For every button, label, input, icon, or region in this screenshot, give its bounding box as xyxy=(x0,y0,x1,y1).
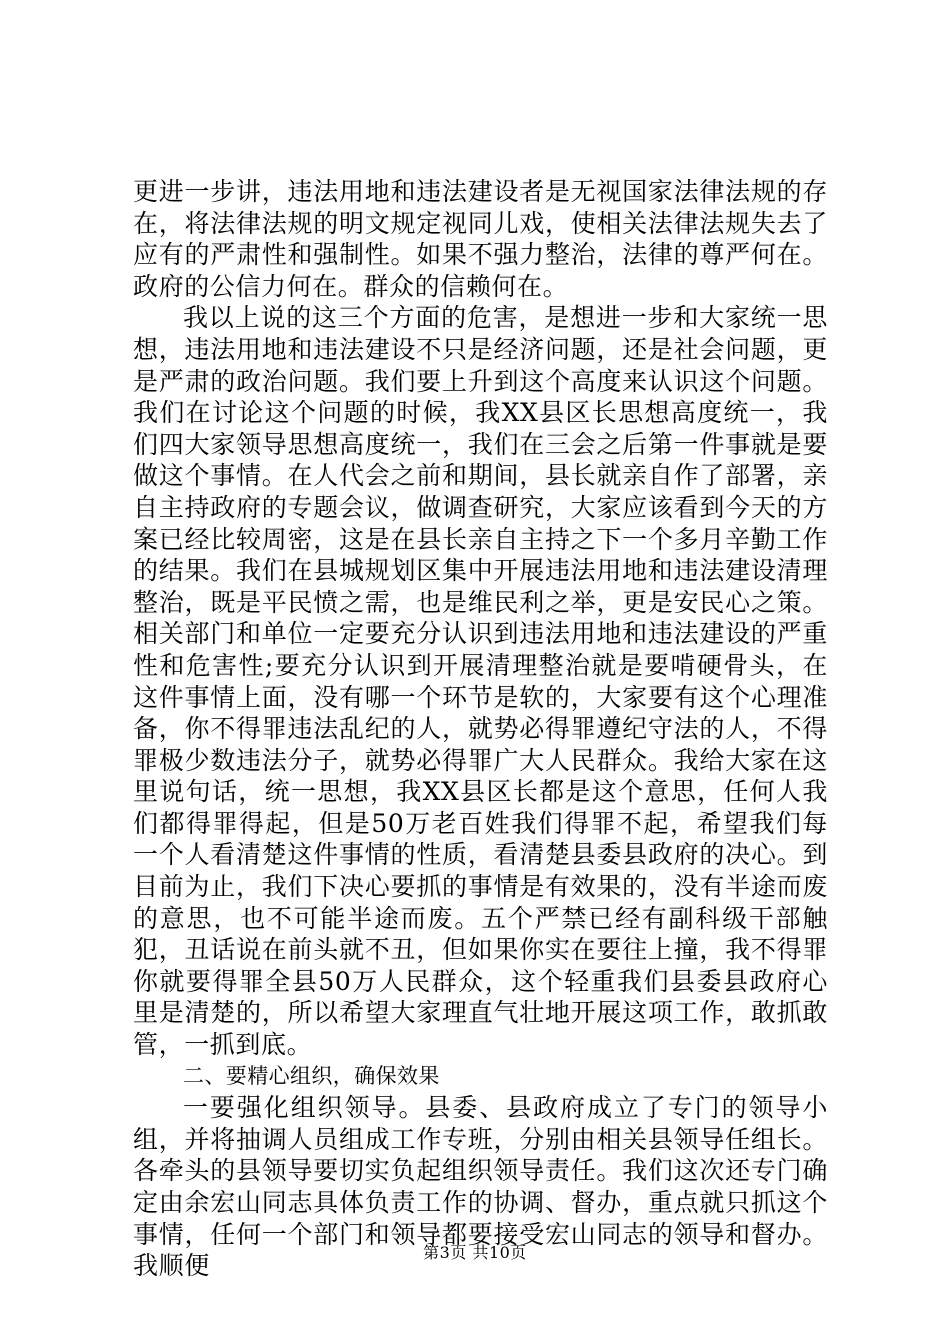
paragraph-organization: 一要强化组织领导。县委、县政府成立了专门的领导小组，并将抽调人员组成工作专班，分别由相关县领导任组长。各牵头的县领导要切实负起组织领导责任。我们这次还专门确定由余宏山同志具体负责工作的协调、督办，重点就只抓这个事情，任何一个部门和领导都要接受宏山同志的领导和督办。我顺便 xyxy=(133,1093,828,1281)
paragraph-hazards-summary: 我以上说的这三个方面的危害，是想进一步和大家统一思想，违法用地和违法建设不只是经济问题，还是社会问题，更是严肃的政治问题。我们要上升到这个高度来认识这个问题。我们在讨论这个问题的时候，我XX县区长思想高度统一，我们四大家领导思想高度统一，我们在三会之后第一件事就是要做这个事情。在人代会之前和期间，县长就亲自作了部署，亲自主持政府的专题会议，做调查研究，大家应该看到今天的方案已经比较周密，这是在县长亲自主持之下一个多月辛勤工作的结果。我们在县城规划区集中开展违法用地和违法建设清理整治，既是平民愤之需，也是维民利之举，更是安民心之策。相关部门和单位一定要充分认识到违法用地和违法建设的严重性和危害性;要充分认识到开展清理整治就是要啃硬骨头，在这件事情上面，没有哪一个环节是软的，大家要有这个心理准备，你不得罪违法乱纪的人，就势必得罪遵纪守法的人，不得罪极少数违法分子，就势必得罪广大人民群众。我给大家在这里说句话，统一思想，我XX县区长都是这个意思，任何人我们都得罪得起，但是50万老百姓我们得罪不起，希望我们每一个人看清楚这件事情的性质，看清楚县委县政府的决心。到目前为止，我们下决心要抓的事情是有效果的，没有半途而废的意思，也不可能半途而废。五个严禁已经有副科级干部触犯，丑话说在前头就不丑，但如果你实在要往上撞，我不得罪你就要得罪全县50万人民群众，这个轻重我们县委县政府心里是清楚的，所以希望大家理直气壮地开展这项工作，敢抓敢管，一抓到底。 xyxy=(133,303,828,1060)
section-heading: 二、要精心组织，确保效果 xyxy=(183,1063,440,1088)
document-body xyxy=(133,176,828,1282)
page-footer: 第3页 共10页 xyxy=(423,1243,527,1262)
paragraph-continuation: 更进一步讲，违法用地和违法建设者是无视国家法律法规的存在，将法律法规的明文规定视同儿戏，使相关法律法规失去了应有的严肃性和强制性。如果不强力整治，法律的尊严何在。政府的公信力何在。群众的信赖何在。 xyxy=(133,177,828,301)
